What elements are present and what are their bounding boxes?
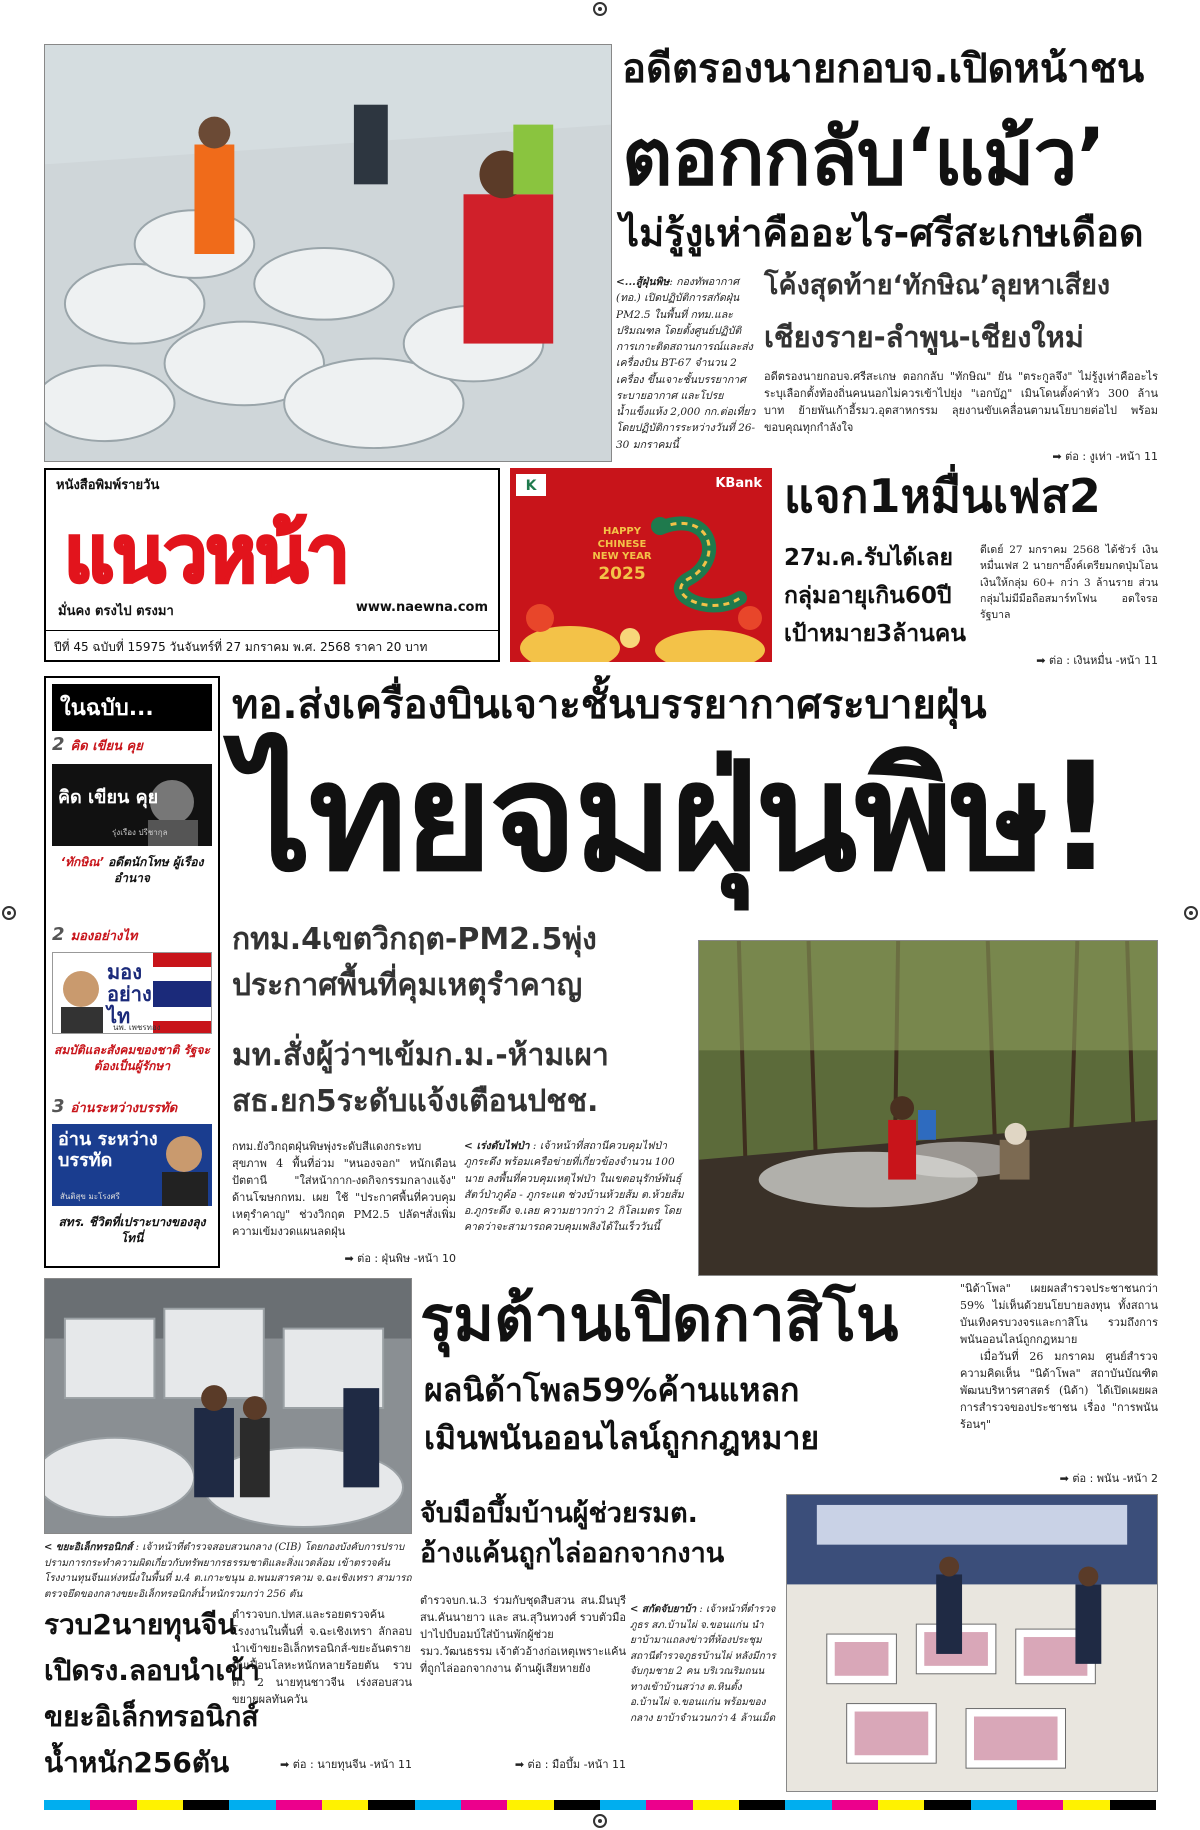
casino-body: [960, 1280, 1158, 1466]
caption-text: : เจ้าหน้าที่สถานีควบคุมไฟป่าภูกระดึง พร้อมเครือข่ายที่เกี่ยวข้องจำนวน 100 นาย ลงพื้นที่ควบคุมเหตุไฟป่า ในเขตอนุรักษ์พันธุ์สัตว์ป่าภูค้อ - ภูกระแต ช่วงบ้านห้วยส้ม ต.ห้วยส้ม อ.ภูกระดึง จ.เลย ความยาวกว่า 2 กิโลเมตร โดยคาดว่าจะสามารถควบคุมเพลิงได้ในเร็ววันนี้: [464, 1140, 684, 1234]
bomb-body-text: ตำรวจบก.น.3 ร่วมกับชุดสืบสวน สน.มีนบุรี สน.คันนายาว และ สน.สุวินทวงศ์ รวบตัวมือปาไปป์บอมบ์ใส่บ้านพักผู้ช่วย รมว.วัฒนธรรม เจ้าตัวอ้างก่อเหตุเพราะแค้นที่ถูกไล่ออกจากงาน ด้านผู้เสียหายยัง: [420, 1594, 626, 1676]
ewaste-headline-2: เปิดรง.ลอบนำเข้า: [44, 1654, 260, 1687]
arrow-icon: ➡: [1036, 654, 1049, 667]
registration-mark-left: [2, 906, 16, 920]
wallet-continue: [960, 652, 1158, 669]
main-story-sub-4: สธ.ยก5ระดับแจ้งเตือนปชช.: [232, 1084, 599, 1119]
caption-text: : เจ้าหน้าที่ตำรวจภูธร สภ.บ้านไผ่ จ.ขอนแก่น นำยาบ้ามาแถลงข่าวที่ห้องประชุมสถานีตำรวจภูธรบ้านไผ่ หลังมีการจับกุมชาย 2 คน บริเวณริมถนนทางเข้าบ้านสว่าง ต.หินตั้ง อ.บ้านไผ่ จ.ขอนแก่น พร้อมของกลาง ยาบ้าจำนวนกว่า 4 ล้านเม็ด: [630, 1604, 776, 1724]
caption-lead: < เร่งดับไฟป่า: [464, 1140, 530, 1152]
section-name: อ่านระหว่างบรรทัด: [70, 1101, 178, 1116]
top-story-body: [764, 368, 1158, 448]
wallet-body-text: ดีเดย์ 27 มกราคม 2568 ได้ชัวร์ เงินหมื่นเฟส 2 นายกฯอิ๊งค์เตรียมกดปุ่มโอนเงินให้กลุ่ม 60+ กว่า 3 ล้านราย ส่วนกลุ่มไม่มีมือถือสมาร์ทโฟน อดใจรอ รัฐบาล: [980, 544, 1158, 622]
main-story-body: [232, 1138, 456, 1250]
arrow-icon: ➡: [344, 1252, 358, 1265]
main-story-sub-2: ประกาศพื้นที่คุมเหตุรำคาญ: [232, 968, 583, 1003]
sidebar-item-teaser: [52, 1042, 212, 1074]
ad-line-1: HAPPY: [602, 526, 641, 537]
ewaste-headline-3: ขยะอิเล็กทรอนิกส์: [44, 1700, 259, 1733]
registration-mark-bottom: [593, 1814, 607, 1828]
column-title: คิด เขียน คุย: [58, 787, 159, 808]
section-name: คิด เขียน คุย: [70, 739, 143, 754]
ewaste-body: [232, 1606, 412, 1750]
sidebar-item-teaser: [52, 854, 212, 886]
continue-text: ต่อ : มือบึ้ม -หน้า 11: [527, 1758, 626, 1771]
sidebar-item-section[interactable]: [52, 734, 143, 756]
ad-year: 2025: [598, 563, 646, 584]
column-title: มอง อย่าง ไท: [107, 960, 152, 1028]
casino-body-para-2: เมื่อวันที่ 26 มกราคม ศูนย์สำรวจความคิดเห็น "นิด้าโพล" สถาบันบัณฑิตพัฒนบริหารศาสตร์ (นิด้า) ได้เปิดเผยผลการสำรวจของประชาชน เรื่อง "การพนันร้อนๆ": [960, 1350, 1158, 1432]
svg-text:K: K: [525, 478, 537, 494]
ad-line-3: NEW YEAR: [592, 551, 652, 562]
teaser-text: สมบัติและสังคมของชาติ รัฐจะต้องเป็นผู้รักษา: [54, 1043, 210, 1074]
column-banner-mong-yang-thai[interactable]: [52, 952, 212, 1034]
masthead: [44, 468, 500, 662]
ewaste-headline-1: รวบ2นายทุนจีน: [44, 1608, 237, 1641]
caption-text: : เจ้าหน้าที่ตำรวจสอบสวนกลาง (CIB) โดยกองบังคับการปราบปรามการกระทำความผิดเกี่ยวกับทรัพยากรธรรมชาติและสิ่งแวดล้อม เข้าตรวจค้นโรงงานทุนจีนแห่งหนึ่งในพื้นที่ ม.4 ต.เกาะขนุน อ.พนมสารคาม จ.ฉะเชิงเทรา สามารถตรวจยึดของกลางขยะอิเล็กทรอนิกส์น้ำหนักรวมกว่า 256 ตัน: [44, 1542, 412, 1600]
forest-fire-photo: [698, 940, 1158, 1276]
main-story-body-text: กทม.ยังวิกฤตฝุ่นพิษพุ่งระดับสีแดงกระทบสุขภาพ 4 พื้นที่อ่วม "หนองจอก" หนักเดือนปัตตานี "ใส่หน้ากาก-งดกิจกรรมกลางแจ้ง" ด้านโฆษกกทม. เผย ใช้ "ประกาศพื้นที่ควบคุมเหตุรำคาญ" ช่วงวิกฤต PM2.5 ปลัดฯสั่งเพิ่มความเข้มงวดแผนลดฝุ่น: [232, 1140, 456, 1239]
teaser-highlight: สทร.: [58, 1215, 85, 1229]
top-story-headline: ตอกกลับ‘แม้ว’: [622, 113, 1106, 203]
ad-line-2: CHINESE: [597, 538, 647, 550]
main-story-kicker: ทอ.ส่งเครื่องบินเจาะชั้นบรรยากาศระบายฝุ่น: [232, 682, 987, 728]
registration-mark-right: [1184, 906, 1198, 920]
column-byline: สันติสุข มะโรงศรี: [60, 1192, 120, 1201]
continue-text: ต่อ : ฝุ่นพิษ -หน้า 10: [357, 1252, 456, 1265]
column-title: อ่าน ระหว่างบรรทัด: [58, 1129, 158, 1171]
ewaste-body-text: ตำรวจบก.ปทส.และรอยตรวจค้นโรงงานในพื้นที่ จ.ฉะเชิงเทรา ลักลอบนำเข้าขยะอิเล็กทรอนิกส์-ขยะอันตรายปนเปื้อนโลหะหนักหลายร้อยตัน รวบตัว 2 นายทุนชาวจีน เร่งสอบสวนขยายผลทันควัน: [232, 1608, 412, 1707]
wallet-body: [980, 542, 1158, 652]
casino-sub-1: ผลนิด้าโพล59%ค้านแหลก: [424, 1371, 800, 1409]
casino-sub-2: เมินพนันออนไลน์ถูกกฎหมาย: [424, 1419, 820, 1457]
registration-mark-top: [593, 2, 607, 16]
top-story-second-headline-1: โค้งสุดท้าย‘ทักษิณ’ลุยหาเสียง: [764, 270, 1111, 301]
masthead-title: แนวหน้า: [64, 510, 348, 598]
page-number: 2: [52, 924, 65, 945]
ewaste-headline-4: น้ำหนัก256ตัน: [44, 1746, 230, 1779]
ad-brand: KBank: [715, 476, 762, 491]
arrow-icon: ➡: [514, 1758, 528, 1771]
top-story-body-text: อดีตรองนายกอบจ.ศรีสะเกษ ตอกกลับ "ทักษิณ" ยัน "ตระกูลจึง" ไม่รู้งูเห่าคืออะไร ระบุเลือกตั้งท้องถิ่นคนนอกไม่ควรเข้าไปยุ่ง "เอกบัฏ" เมินโดนตั้งค่าหัว 300 ล้านบาท ย้ายพันเก้าอี้รมว.อุตสาหกรรม ลุยงานขับเคลื่อนตามนโยบายต่อไป พร้อมขอบคุณทุกกำลังใจ: [764, 370, 1158, 435]
arrow-icon: ➡: [280, 1758, 293, 1771]
caption-lead: < สกัดจับยาบ้า: [630, 1604, 697, 1615]
main-story-photo-caption: [464, 1138, 690, 1268]
caption-lead: <...สู้ฝุ่นพิษ: [616, 276, 670, 288]
top-story-photo-caption: [616, 274, 758, 464]
sidebar-item-teaser: [52, 1214, 212, 1246]
wallet-sub-1: 27ม.ค.รับได้เลย: [784, 545, 953, 571]
section-name: มองอย่างไท: [70, 929, 138, 944]
caption-text: : กองทัพอากาศ (ทอ.) เปิดปฏิบัติการสกัดฝุ่น PM2.5 ในพื้นที่ กทม.และปริมณฑล โดยตั้งศูนย์ปฏิบัติการเกาะติดสถานการณ์และส่งเครื่องบิน BT-67 จำนวน 2 เครื่อง ขึ้นเจาะชั้นบรรยากาศระบายอากาศ และโปรยน้ำแข็งแห้ง 2,000 กก.ต่อเที่ยว โดยปฏิบัติการระหว่างวันที่ 26-30 มกราคมนี้: [616, 276, 756, 451]
bomb-headline-1: จับมือบึ้มบ้านผู้ช่วยรมต.: [420, 1498, 698, 1529]
continue-text: ต่อ : เงินหมื่น -หน้า 11: [1048, 654, 1158, 667]
ewaste-photo: [44, 1278, 412, 1534]
sidebar-item-section[interactable]: [52, 924, 137, 946]
column-banner-kid-khian-khui[interactable]: [52, 764, 212, 846]
page-number: 3: [52, 1096, 65, 1117]
top-story-second-headline-2: เชียงราย-ลำพูน-เชียงใหม่: [764, 320, 1084, 354]
bomb-continue: [420, 1756, 626, 1773]
casino-body-para-1: "นิด้าโพล" เผยผลสำรวจประชาชนกว่า 59% ไม่เห็นด้วยนโยบายลงทุน ทั้งสถานบันเทิงครบวงจรและกาสิโน รวมถึงการพนันออนไลน์ถูกกฎหมาย: [960, 1282, 1158, 1347]
top-story-kicker: อดีตรองนายกอบจ.เปิดหน้าชน: [622, 46, 1145, 92]
teaser-highlight: ‘ทักษิณ’: [60, 855, 104, 869]
wallet-headline: แจก1หมื่นเฟส2: [784, 469, 1101, 523]
in-this-issue-sidebar: [44, 676, 220, 1268]
top-story-subhead: ไม่รู้งูเห่าคืออะไร-ศรีสะเกษเดือด: [620, 211, 1144, 255]
continue-text: ต่อ : งูเห่า -หน้า 11: [1065, 450, 1158, 463]
wallet-sub-3: เป้าหมาย3ล้านคน: [784, 621, 966, 647]
main-story-sub-1: กทม.4เขตวิกฤต-PM2.5พุ่ง: [232, 922, 597, 957]
bomb-body: [420, 1592, 626, 1752]
masthead-slogan: มั่นคง ตรงไป ตรงมา: [58, 604, 174, 619]
continue-text: ต่อ : พนัน -หน้า 2: [1072, 1472, 1158, 1485]
column-banner-an-rawang-banthat[interactable]: [52, 1124, 212, 1206]
kbank-ad[interactable]: [510, 468, 772, 662]
column-byline: รุ่งเรือง ปรีชากุล: [112, 828, 168, 837]
drug-seizure-photo: [786, 1494, 1158, 1792]
masthead-issue-line: ปีที่ 45 ฉบับที่ 15975 วันจันทร์ที่ 27 มกราคม พ.ศ. 2568 ราคา 20 บาท: [46, 630, 498, 660]
wallet-sub-2: กลุ่มอายุเกิน60ปี: [784, 583, 952, 609]
ad-greeting: [582, 526, 662, 585]
color-registration-bar: [44, 1800, 1156, 1810]
casino-headline: รุมต้านเปิดกาสิโน: [420, 1282, 899, 1355]
ewaste-photo-caption: [44, 1540, 412, 1600]
top-story-continue: [960, 448, 1158, 465]
main-story-sub-3: มท.สั่งผู้ว่าฯเข้มก.ม.-ห้ามเผา: [232, 1038, 609, 1073]
caption-lead: < ขยะอิเล็กทรอนิกส์: [44, 1542, 133, 1553]
drug-photo-caption: [630, 1602, 780, 1792]
teaser-text: ชีวิตที่เปราะบางของลุงโทนี่: [84, 1215, 206, 1246]
casino-continue: [960, 1470, 1158, 1487]
bomb-headline-2: อ้างแค้นถูกไล่ออกจากงาน: [420, 1538, 725, 1569]
continue-text: ต่อ : นายทุนจีน -หน้า 11: [292, 1758, 412, 1771]
top-story-photo: [44, 44, 612, 462]
main-story-headline: ไทยจมฝุ่นพิษ!: [236, 731, 1112, 905]
arrow-icon: ➡: [1059, 1472, 1073, 1485]
ewaste-continue: [212, 1756, 412, 1773]
masthead-website[interactable]: www.naewna.com: [355, 600, 488, 615]
arrow-icon: ➡: [1052, 450, 1066, 463]
main-story-continue: [232, 1250, 456, 1267]
column-byline: นพ. เพชรทอง: [113, 1023, 161, 1032]
masthead-subtitle: หนังสือพิมพ์รายวัน: [56, 478, 160, 493]
page-number: 2: [52, 734, 65, 755]
sidebar-header: ในฉบับ...: [52, 684, 212, 731]
sidebar-item-section[interactable]: [52, 1096, 177, 1118]
teaser-text: อดีตนักโทษ ผู้เรืองอำนาจ: [103, 855, 204, 886]
